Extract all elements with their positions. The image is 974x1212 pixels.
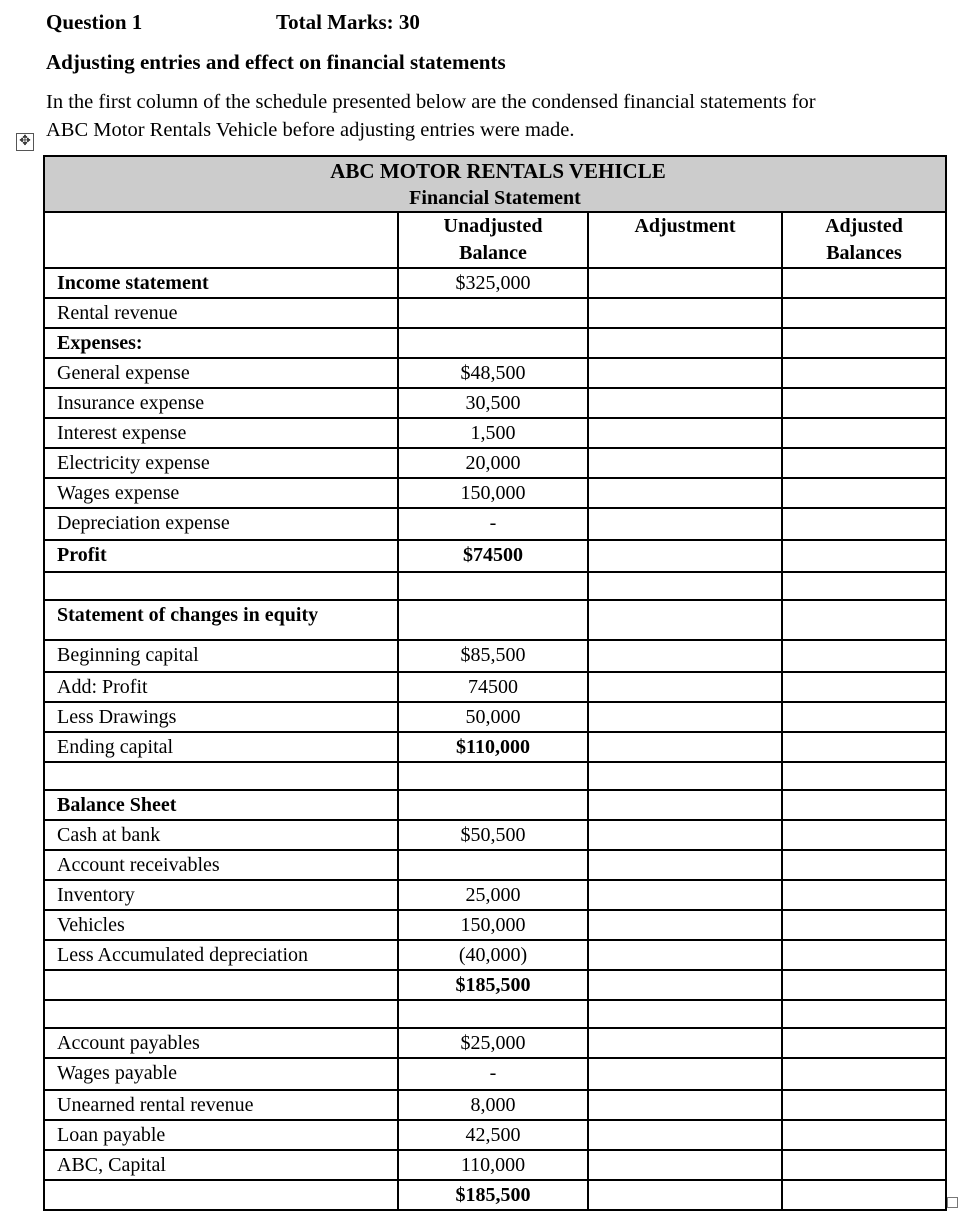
row-adjustment-cell — [588, 702, 782, 732]
row-adjustment-cell — [588, 508, 782, 540]
row-adjusted-cell — [782, 1120, 946, 1150]
row-unadjusted-value: 30,500 — [398, 388, 588, 418]
row-adjustment-cell — [588, 358, 782, 388]
row-unadjusted-value — [398, 1000, 588, 1028]
table-row — [44, 910, 946, 940]
row-label: Expenses: — [44, 328, 398, 358]
table-row — [44, 1090, 946, 1120]
row-unadjusted-value — [398, 762, 588, 790]
table-row — [44, 1120, 946, 1150]
row-label: Ending capital — [44, 732, 398, 762]
row-adjustment-cell — [588, 762, 782, 790]
row-adjusted-cell — [782, 732, 946, 762]
row-adjusted-cell — [782, 1090, 946, 1120]
row-unadjusted-value — [398, 328, 588, 358]
row-label: Loan payable — [44, 1120, 398, 1150]
question-heading — [46, 10, 420, 35]
row-label: Cash at bank — [44, 820, 398, 850]
row-adjustment-cell — [588, 1028, 782, 1058]
table-row — [44, 572, 946, 600]
row-label: Unearned rental revenue — [44, 1090, 398, 1120]
row-adjustment-cell — [588, 640, 782, 672]
row-adjusted-cell — [782, 1028, 946, 1058]
row-label: Statement of changes in equity — [44, 600, 398, 640]
row-label — [44, 572, 398, 600]
table-row — [44, 508, 946, 540]
row-label: Profit — [44, 540, 398, 572]
row-adjusted-cell — [782, 572, 946, 600]
row-adjusted-cell — [782, 790, 946, 820]
table-row — [44, 1180, 946, 1210]
row-adjusted-cell — [782, 640, 946, 672]
row-unadjusted-value: 150,000 — [398, 478, 588, 508]
row-label: Account payables — [44, 1028, 398, 1058]
row-unadjusted-value: $110,000 — [398, 732, 588, 762]
row-adjusted-cell — [782, 600, 946, 640]
row-adjusted-cell — [782, 940, 946, 970]
total-marks: Total Marks: 30 — [276, 10, 420, 34]
row-adjustment-cell — [588, 1180, 782, 1210]
row-unadjusted-value: $50,500 — [398, 820, 588, 850]
row-adjusted-cell — [782, 418, 946, 448]
row-adjustment-cell — [588, 1090, 782, 1120]
row-adjustment-cell — [588, 850, 782, 880]
header-adjusted-balances — [782, 212, 946, 268]
header-adjusted-line2: Balances — [826, 242, 902, 264]
header-unadjusted-line1: Unadjusted — [443, 215, 543, 237]
row-adjustment-cell — [588, 910, 782, 940]
row-adjustment-cell — [588, 540, 782, 572]
table-row — [44, 970, 946, 1000]
row-unadjusted-value — [398, 572, 588, 600]
row-label: Balance Sheet — [44, 790, 398, 820]
row-label: Rental revenue — [44, 298, 398, 328]
financial-statement-table — [43, 155, 947, 1211]
resize-handle-icon[interactable] — [947, 1197, 958, 1208]
row-adjusted-cell — [782, 388, 946, 418]
row-unadjusted-value: 74500 — [398, 672, 588, 702]
row-adjusted-cell — [782, 762, 946, 790]
row-adjusted-cell — [782, 358, 946, 388]
row-label: Insurance expense — [44, 388, 398, 418]
row-adjusted-cell — [782, 672, 946, 702]
row-label: General expense — [44, 358, 398, 388]
table-title-cell — [44, 156, 946, 212]
row-label: ABC, Capital — [44, 1150, 398, 1180]
row-label — [44, 970, 398, 1000]
row-adjustment-cell — [588, 732, 782, 762]
row-unadjusted-value: (40,000) — [398, 940, 588, 970]
row-adjustment-cell — [588, 388, 782, 418]
row-adjustment-cell — [588, 298, 782, 328]
header-blank — [44, 212, 398, 268]
row-adjustment-cell — [588, 1000, 782, 1028]
row-adjusted-cell — [782, 1180, 946, 1210]
row-label: Inventory — [44, 880, 398, 910]
row-adjustment-cell — [588, 478, 782, 508]
header-adjusted-line1: Adjusted — [825, 215, 903, 237]
row-adjusted-cell — [782, 1150, 946, 1180]
table-row — [44, 732, 946, 762]
row-adjustment-cell — [588, 820, 782, 850]
row-unadjusted-value: $325,000 — [398, 268, 588, 298]
intro-line-1: In the first column of the schedule presented below are the condensed financial statements for — [46, 91, 816, 113]
table-row — [44, 448, 946, 478]
row-adjustment-cell — [588, 970, 782, 1000]
table-row — [44, 880, 946, 910]
row-adjusted-cell — [782, 880, 946, 910]
row-adjusted-cell — [782, 448, 946, 478]
table-row — [44, 328, 946, 358]
row-label — [44, 1180, 398, 1210]
row-label: Wages payable — [44, 1058, 398, 1090]
row-adjusted-cell — [782, 850, 946, 880]
table-row — [44, 388, 946, 418]
row-adjustment-cell — [588, 672, 782, 702]
row-unadjusted-value: 50,000 — [398, 702, 588, 732]
row-unadjusted-value: 25,000 — [398, 880, 588, 910]
header-adjustment-label: Adjustment — [634, 215, 736, 237]
row-unadjusted-value: 42,500 — [398, 1120, 588, 1150]
row-adjustment-cell — [588, 1058, 782, 1090]
row-unadjusted-value — [398, 298, 588, 328]
row-adjusted-cell — [782, 508, 946, 540]
row-adjusted-cell — [782, 820, 946, 850]
table-row — [44, 940, 946, 970]
row-label: Interest expense — [44, 418, 398, 448]
row-unadjusted-value: - — [398, 508, 588, 540]
table-row — [44, 600, 946, 640]
row-adjustment-cell — [588, 880, 782, 910]
row-adjusted-cell — [782, 1058, 946, 1090]
row-adjusted-cell — [782, 478, 946, 508]
row-adjusted-cell — [782, 268, 946, 298]
table-row — [44, 640, 946, 672]
row-unadjusted-value — [398, 600, 588, 640]
row-adjustment-cell — [588, 1150, 782, 1180]
row-unadjusted-value: 20,000 — [398, 448, 588, 478]
row-adjustment-cell — [588, 268, 782, 298]
table-row — [44, 790, 946, 820]
row-label: Less Drawings — [44, 702, 398, 732]
row-unadjusted-value — [398, 850, 588, 880]
row-unadjusted-value: $25,000 — [398, 1028, 588, 1058]
row-adjusted-cell — [782, 328, 946, 358]
row-label: Depreciation expense — [44, 508, 398, 540]
row-label — [44, 1000, 398, 1028]
table-row — [44, 1150, 946, 1180]
table-row — [44, 418, 946, 448]
row-unadjusted-value: 8,000 — [398, 1090, 588, 1120]
row-unadjusted-value: 1,500 — [398, 418, 588, 448]
row-adjustment-cell — [588, 1120, 782, 1150]
question-label: Question 1 — [46, 10, 143, 34]
row-adjusted-cell — [782, 702, 946, 732]
row-label — [44, 762, 398, 790]
row-adjustment-cell — [588, 448, 782, 478]
table-row — [44, 850, 946, 880]
table-row — [44, 702, 946, 732]
table-title: ABC MOTOR RENTALS VEHICLE — [330, 159, 666, 183]
table-row — [44, 540, 946, 572]
row-label: Less Accumulated depreciation — [44, 940, 398, 970]
row-unadjusted-value: $185,500 — [398, 970, 588, 1000]
row-unadjusted-value: $74500 — [398, 540, 588, 572]
row-adjusted-cell — [782, 1000, 946, 1028]
row-label: Electricity expense — [44, 448, 398, 478]
table-row — [44, 1028, 946, 1058]
row-label: Wages expense — [44, 478, 398, 508]
row-label: Account receivables — [44, 850, 398, 880]
row-label: Vehicles — [44, 910, 398, 940]
row-adjustment-cell — [588, 600, 782, 640]
row-adjustment-cell — [588, 940, 782, 970]
row-unadjusted-value: $48,500 — [398, 358, 588, 388]
row-unadjusted-value — [398, 790, 588, 820]
question-subtitle: Adjusting entries and effect on financial statements — [46, 50, 506, 74]
row-adjustment-cell — [588, 328, 782, 358]
row-adjusted-cell — [782, 298, 946, 328]
row-unadjusted-value: $185,500 — [398, 1180, 588, 1210]
intro-line-2: ABC Motor Rentals Vehicle before adjusting entries were made. — [46, 119, 575, 141]
row-adjustment-cell — [588, 418, 782, 448]
table-row — [44, 268, 946, 298]
table-row — [44, 820, 946, 850]
row-adjusted-cell — [782, 970, 946, 1000]
row-adjustment-cell — [588, 572, 782, 600]
header-adjustment — [588, 212, 782, 268]
row-adjusted-cell — [782, 540, 946, 572]
row-adjustment-cell — [588, 790, 782, 820]
move-handle-icon[interactable]: ✥ — [16, 133, 34, 151]
row-label: Beginning capital — [44, 640, 398, 672]
row-label: Income statement — [44, 268, 398, 298]
table-subtitle: Financial Statement — [409, 187, 581, 209]
table-row — [44, 298, 946, 328]
header-unadjusted-line2: Balance — [459, 242, 527, 264]
header-unadjusted-balance — [398, 212, 588, 268]
row-unadjusted-value: - — [398, 1058, 588, 1090]
table-row — [44, 672, 946, 702]
table-row — [44, 1000, 946, 1028]
row-unadjusted-value: 110,000 — [398, 1150, 588, 1180]
table-row — [44, 358, 946, 388]
table-row — [44, 478, 946, 508]
row-label: Add: Profit — [44, 672, 398, 702]
row-adjusted-cell — [782, 910, 946, 940]
table-row — [44, 762, 946, 790]
row-unadjusted-value: 150,000 — [398, 910, 588, 940]
table-row — [44, 1058, 946, 1090]
row-unadjusted-value: $85,500 — [398, 640, 588, 672]
